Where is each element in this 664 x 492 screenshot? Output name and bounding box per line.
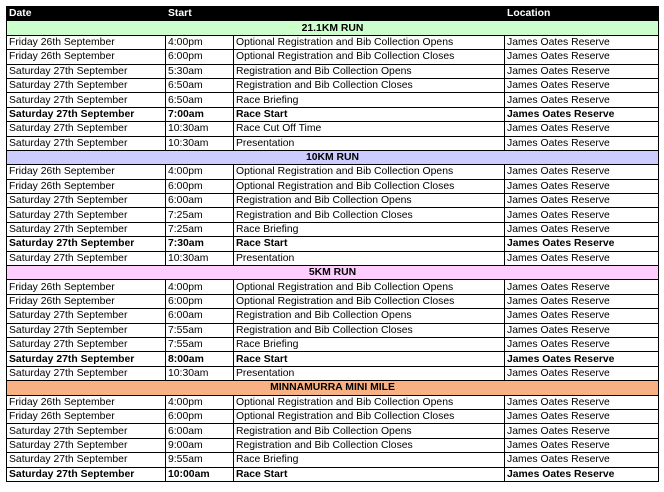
event-cell: Optional Registration and Bib Collection Closes [234,179,505,193]
date-cell: Friday 26th September [7,395,166,409]
location-cell: James Oates Reserve [505,165,659,179]
start-cell: 6:00pm [166,294,234,308]
location-cell: James Oates Reserve [505,107,659,121]
table-row [7,323,659,337]
location-cell: James Oates Reserve [505,323,659,337]
event-cell: Race Start [234,107,505,121]
section-title: 21.1KM RUN [7,21,659,35]
table-row [7,165,659,179]
date-cell: Saturday 27th September [7,122,166,136]
date-cell: Saturday 27th September [7,136,166,150]
date-cell: Saturday 27th September [7,251,166,265]
event-cell: Race Briefing [234,222,505,236]
event-cell: Registration and Bib Collection Closes [234,208,505,222]
table-row [7,251,659,265]
location-cell: James Oates Reserve [505,453,659,467]
header-row [7,7,659,21]
start-cell: 7:00am [166,107,234,121]
table-row [7,237,659,251]
event-cell: Optional Registration and Bib Collection Opens [234,35,505,49]
start-cell: 10:30am [166,122,234,136]
date-cell: Saturday 27th September [7,453,166,467]
table-row [7,337,659,351]
date-cell: Friday 26th September [7,165,166,179]
event-cell: Race Briefing [234,453,505,467]
location-cell: James Oates Reserve [505,438,659,452]
date-cell: Saturday 27th September [7,366,166,380]
table-row [7,395,659,409]
table-row [7,194,659,208]
event-cell: Registration and Bib Collection Opens [234,309,505,323]
event-cell: Registration and Bib Collection Opens [234,194,505,208]
date-cell: Saturday 27th September [7,467,166,481]
start-cell: 6:00am [166,424,234,438]
start-cell: 7:30am [166,237,234,251]
event-cell: Race Start [234,352,505,366]
location-cell: James Oates Reserve [505,395,659,409]
start-cell: 9:00am [166,438,234,452]
location-cell: James Oates Reserve [505,50,659,64]
location-cell: James Oates Reserve [505,136,659,150]
event-cell: Race Start [234,467,505,481]
event-cell: Optional Registration and Bib Collection Opens [234,395,505,409]
date-cell: Friday 26th September [7,179,166,193]
start-cell: 6:00pm [166,409,234,423]
start-cell: 4:00pm [166,165,234,179]
event-cell: Race Briefing [234,93,505,107]
location-cell: James Oates Reserve [505,237,659,251]
table-row [7,107,659,121]
date-cell: Friday 26th September [7,294,166,308]
table-row [7,280,659,294]
location-cell: James Oates Reserve [505,122,659,136]
location-cell: James Oates Reserve [505,309,659,323]
location-cell: James Oates Reserve [505,78,659,92]
section-title: MINNAMURRA MINI MILE [7,381,659,395]
date-cell: Saturday 27th September [7,309,166,323]
section-header-row [7,266,659,280]
date-cell: Saturday 27th September [7,438,166,452]
date-cell: Saturday 27th September [7,64,166,78]
event-cell: Race Cut Off Time [234,122,505,136]
table-row [7,467,659,481]
table-row [7,453,659,467]
start-cell: 4:00pm [166,395,234,409]
location-cell: James Oates Reserve [505,366,659,380]
table-row [7,50,659,64]
start-cell: 9:55am [166,453,234,467]
race-schedule-table [6,6,659,482]
event-cell: Optional Registration and Bib Collection Closes [234,50,505,64]
section-title: 10KM RUN [7,150,659,164]
location-cell: James Oates Reserve [505,294,659,308]
event-cell: Optional Registration and Bib Collection Opens [234,165,505,179]
table-row [7,352,659,366]
location-cell: James Oates Reserve [505,424,659,438]
date-cell: Saturday 27th September [7,208,166,222]
event-cell: Registration and Bib Collection Opens [234,424,505,438]
start-cell: 10:30am [166,366,234,380]
section-title: 5KM RUN [7,266,659,280]
start-cell: 7:25am [166,208,234,222]
section-header-row [7,21,659,35]
table-row [7,93,659,107]
table-row [7,136,659,150]
table-row [7,222,659,236]
start-cell: 5:30am [166,64,234,78]
date-cell: Saturday 27th September [7,93,166,107]
date-cell: Saturday 27th September [7,194,166,208]
location-cell: James Oates Reserve [505,93,659,107]
start-cell: 7:25am [166,222,234,236]
start-cell: 8:00am [166,352,234,366]
location-cell: James Oates Reserve [505,352,659,366]
table-row [7,309,659,323]
table-row [7,35,659,49]
location-cell: James Oates Reserve [505,337,659,351]
event-cell: Presentation [234,251,505,265]
event-cell: Registration and Bib Collection Opens [234,64,505,78]
table-row [7,78,659,92]
header-date: Date [7,7,166,21]
date-cell: Saturday 27th September [7,237,166,251]
location-cell: James Oates Reserve [505,467,659,481]
start-cell: 10:00am [166,467,234,481]
start-cell: 6:00am [166,309,234,323]
date-cell: Saturday 27th September [7,222,166,236]
event-cell: Registration and Bib Collection Closes [234,438,505,452]
table-row [7,64,659,78]
event-cell: Optional Registration and Bib Collection Opens [234,280,505,294]
table-row [7,122,659,136]
event-cell: Optional Registration and Bib Collection Closes [234,409,505,423]
date-cell: Friday 26th September [7,280,166,294]
start-cell: 4:00pm [166,35,234,49]
event-cell: Race Briefing [234,337,505,351]
date-cell: Friday 26th September [7,35,166,49]
date-cell: Saturday 27th September [7,337,166,351]
header-event [234,7,505,21]
event-cell: Presentation [234,366,505,380]
date-cell: Saturday 27th September [7,424,166,438]
header-location: Location [505,7,659,21]
start-cell: 7:55am [166,337,234,351]
date-cell: Saturday 27th September [7,323,166,337]
header-start: Start [166,7,234,21]
location-cell: James Oates Reserve [505,35,659,49]
location-cell: James Oates Reserve [505,251,659,265]
table-row [7,409,659,423]
start-cell: 4:00pm [166,280,234,294]
date-cell: Saturday 27th September [7,107,166,121]
table-row [7,438,659,452]
date-cell: Saturday 27th September [7,352,166,366]
event-cell: Registration and Bib Collection Closes [234,323,505,337]
event-cell: Optional Registration and Bib Collection Closes [234,294,505,308]
table-row [7,208,659,222]
table-row [7,366,659,380]
event-cell: Race Start [234,237,505,251]
start-cell: 6:50am [166,78,234,92]
location-cell: James Oates Reserve [505,179,659,193]
start-cell: 10:30am [166,251,234,265]
start-cell: 6:00pm [166,50,234,64]
location-cell: James Oates Reserve [505,194,659,208]
date-cell: Friday 26th September [7,409,166,423]
location-cell: James Oates Reserve [505,222,659,236]
start-cell: 7:55am [166,323,234,337]
section-header-row [7,150,659,164]
event-cell: Presentation [234,136,505,150]
start-cell: 10:30am [166,136,234,150]
event-cell: Registration and Bib Collection Closes [234,78,505,92]
location-cell: James Oates Reserve [505,208,659,222]
schedule-body [7,21,659,482]
date-cell: Friday 26th September [7,50,166,64]
start-cell: 6:00am [166,194,234,208]
date-cell: Saturday 27th September [7,78,166,92]
table-row [7,424,659,438]
section-header-row [7,381,659,395]
location-cell: James Oates Reserve [505,64,659,78]
location-cell: James Oates Reserve [505,409,659,423]
location-cell: James Oates Reserve [505,280,659,294]
start-cell: 6:50am [166,93,234,107]
start-cell: 6:00pm [166,179,234,193]
table-row [7,294,659,308]
table-row [7,179,659,193]
